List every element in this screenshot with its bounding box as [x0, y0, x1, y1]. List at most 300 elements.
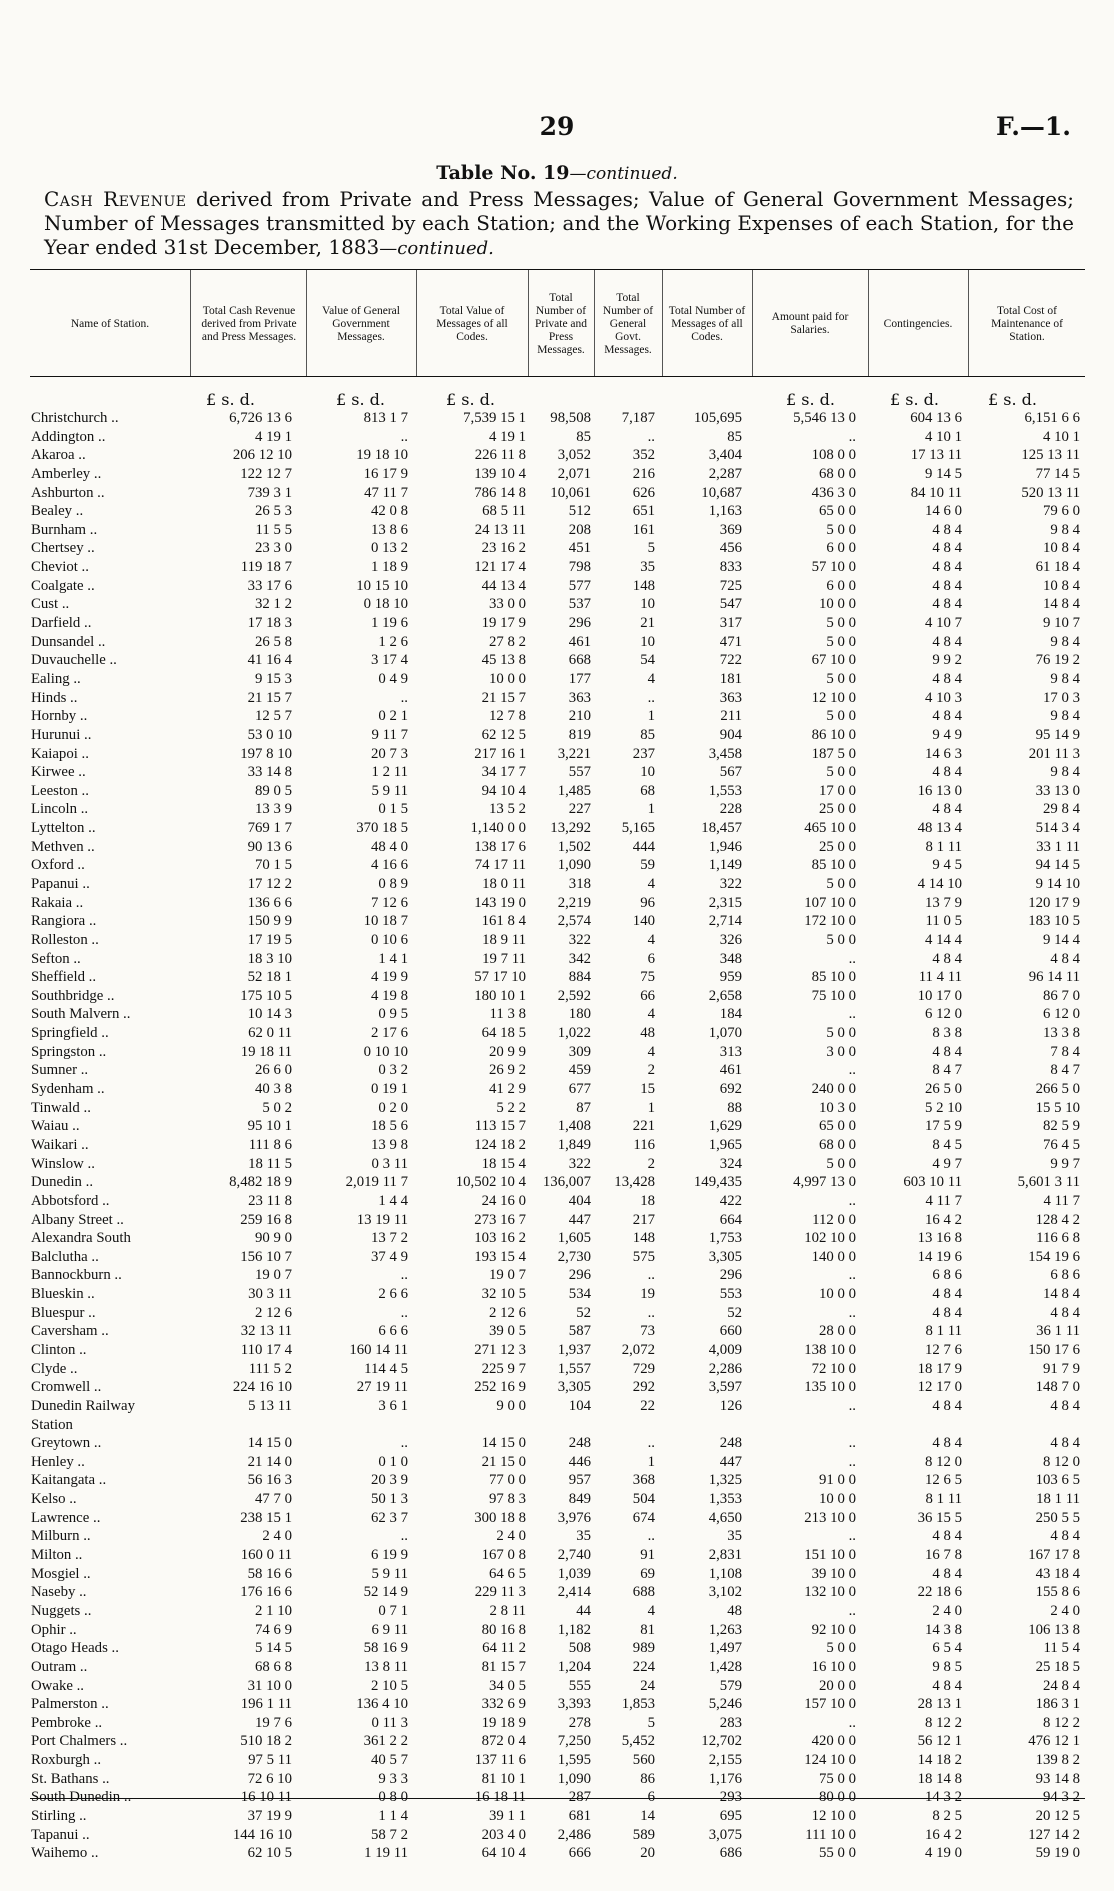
cell-govt-count: 216: [632, 465, 655, 482]
cell-private-count: 2,414: [557, 1584, 591, 1601]
cell-station-name: Lyttelton ..: [31, 820, 96, 837]
cell-contingencies: 18 14 8: [917, 1770, 962, 1787]
cell-private-count: 296: [568, 1267, 591, 1284]
cell-govt-count: ..: [647, 689, 655, 706]
cell-station-name: Owake ..: [31, 1677, 85, 1694]
cell-contingencies: 8 4 5: [932, 1136, 962, 1153]
cell-total-count: 1,497: [708, 1640, 742, 1657]
header-salaries: Amount paid for Salaries.: [771, 311, 849, 336]
cell-govt-value: 1 2 6: [378, 633, 408, 650]
cell-station-name: Greytown ..: [31, 1435, 102, 1452]
cell-total-count: 322: [719, 876, 742, 892]
cell-maintenance: 9 8 4: [1050, 521, 1080, 538]
cell-contingencies: 4 10 7: [925, 615, 962, 632]
cell-govt-value: 0 4 9: [378, 670, 408, 687]
cell-private-count: 3,976: [557, 1509, 591, 1526]
cell-private-count: 819: [568, 726, 591, 743]
cell-private-count: 35: [576, 1528, 591, 1545]
cell-salaries: 75 0 0: [819, 1770, 856, 1787]
cell-total-value: 229 11 3: [474, 1584, 526, 1601]
cell-maintenance: 4 8 4: [1050, 1397, 1080, 1414]
cell-total-value: 121 17 4: [474, 559, 526, 576]
cell-maintenance: 120 17 9: [1028, 894, 1080, 911]
cell-govt-count: 91: [640, 1547, 655, 1564]
cell-total-count: 461: [719, 1062, 742, 1079]
cell-maintenance: 514 3 4: [1035, 820, 1080, 837]
cell-salaries: 80 0 0: [819, 1789, 856, 1806]
cell-govt-value: 20 3 9: [371, 1472, 408, 1489]
cell-private-count: 537: [568, 596, 591, 613]
cell-maintenance: 4 8 4: [1050, 1304, 1080, 1321]
header-top-rule: [30, 269, 1085, 270]
cell-station-name: Springfield ..: [31, 1025, 109, 1042]
cell-contingencies: 26 5 0: [925, 1081, 962, 1098]
cell-total-count: 126: [719, 1397, 742, 1414]
table-title: Table No. 19—continued.: [436, 162, 678, 184]
cell-station-name: Mosgiel ..: [31, 1565, 91, 1582]
cell-govt-count: 224: [632, 1658, 655, 1675]
cell-govt-value: 4 16 6: [371, 857, 408, 874]
cell-cash-revenue: 95 10 1: [247, 1118, 292, 1135]
cell-total-count: 4,650: [708, 1509, 742, 1526]
cell-maintenance: 266 5 0: [1035, 1081, 1080, 1098]
cell-total-count: 1,753: [708, 1230, 742, 1247]
cell-station-name: Clyde ..: [31, 1360, 78, 1377]
cell-private-count: 322: [568, 1155, 591, 1172]
cell-private-count: 3,052: [557, 447, 591, 464]
cell-govt-value: 58 16 9: [363, 1640, 408, 1657]
cell-total-value: 5 2 2: [496, 1099, 526, 1116]
cell-salaries: ..: [848, 1192, 856, 1209]
cell-salaries: 85 10 0: [811, 857, 856, 874]
cell-contingencies: 4 8 4: [932, 540, 962, 557]
cell-maintenance: 76 4 5: [1043, 1136, 1080, 1153]
cell-station-name: Christchurch ..: [31, 410, 119, 426]
cell-govt-value: 114 4 5: [364, 1360, 408, 1377]
cell-total-count: 664: [719, 1211, 742, 1228]
table-row: [0, 1099, 1114, 1118]
cell-total-value: 18 15 4: [481, 1155, 526, 1172]
cell-cash-revenue: 110 17 4: [240, 1342, 292, 1358]
cell-salaries: ..: [848, 1304, 856, 1321]
cell-total-value: 34 17 7: [481, 764, 526, 781]
cell-private-count: 136,007: [542, 1174, 591, 1191]
cell-salaries: 17 0 0: [819, 782, 856, 799]
table-row: [0, 894, 1114, 913]
cell-salaries: 28 0 0: [819, 1323, 856, 1340]
cell-maintenance: 9 8 4: [1050, 633, 1080, 650]
unit-tot: £ s. d.: [988, 390, 1037, 409]
table-row: [0, 1714, 1114, 1733]
header-govt-value: Value of General Government Messages.: [322, 304, 400, 343]
cell-maintenance: 79 6 0: [1043, 503, 1080, 520]
table-row: [0, 931, 1114, 950]
cell-cash-revenue: 259 16 8: [240, 1211, 292, 1228]
header-bottom-rule: [30, 376, 1085, 377]
cell-cash-revenue: 119 18 7: [240, 559, 292, 576]
cell-private-count: 342: [568, 950, 591, 967]
cell-maintenance: 4 10 1: [1043, 428, 1080, 445]
cell-govt-count: 116: [633, 1136, 655, 1153]
cell-cash-revenue: 197 8 10: [240, 745, 292, 762]
cell-govt-value: 13 8 11: [364, 1658, 408, 1675]
cell-govt-count: 674: [632, 1509, 655, 1526]
cell-total-value: 45 13 8: [481, 652, 526, 669]
cell-total-value: 786 14 8: [474, 484, 526, 501]
cell-station-name: Winslow ..: [31, 1155, 95, 1172]
cell-cash-revenue: 10 14 3: [247, 1006, 292, 1023]
cell-station-name: Dunedin ..: [31, 1174, 94, 1191]
page-number: 29: [539, 112, 575, 141]
cell-total-value: 300 18 8: [474, 1509, 526, 1526]
cell-contingencies: 48 13 4: [917, 820, 962, 837]
table-row: [0, 1080, 1114, 1099]
cell-contingencies: 4 11 7: [925, 1192, 962, 1209]
cell-cash-revenue: 33 14 8: [247, 764, 292, 781]
cell-salaries: 240 0 0: [811, 1081, 856, 1098]
cell-private-count: 287: [568, 1789, 591, 1806]
cell-station-name: Outram ..: [31, 1658, 88, 1675]
table-row: [0, 409, 1114, 428]
cell-total-count: 1,176: [708, 1770, 742, 1787]
cell-maintenance: 9 14 10: [1035, 876, 1080, 892]
cell-contingencies: 5 2 10: [925, 1099, 962, 1116]
cell-salaries: 10 0 0: [819, 1491, 856, 1508]
cell-total-count: 3,102: [708, 1584, 742, 1601]
cell-govt-value: 62 3 7: [371, 1509, 408, 1526]
cell-govt-value: 0 9 5: [378, 1006, 408, 1023]
cell-total-value: 203 4 0: [481, 1826, 526, 1843]
cell-govt-count: 1: [647, 708, 655, 725]
cell-govt-value: 18 5 6: [371, 1118, 408, 1135]
cell-salaries: 140 0 0: [811, 1248, 856, 1265]
cell-total-count: 833: [719, 559, 742, 576]
cell-govt-count: 81: [640, 1621, 655, 1638]
cell-govt-count: 352: [632, 447, 655, 464]
cell-maintenance: 10 8 4: [1043, 577, 1080, 594]
cell-cash-revenue: 21 15 7: [247, 689, 292, 706]
cell-salaries: 5,546 13 0: [793, 410, 856, 426]
cell-contingencies: 56 12 1: [917, 1733, 962, 1750]
cell-contingencies: 9 14 5: [925, 465, 962, 482]
cell-cash-revenue: 17 19 5: [247, 931, 292, 948]
cell-salaries: ..: [848, 1062, 856, 1079]
table-row: [0, 1173, 1114, 1192]
cell-govt-count: 15: [640, 1081, 655, 1098]
cell-total-count: 369: [719, 521, 742, 538]
cell-private-count: 248: [568, 1435, 591, 1452]
cell-total-value: 39 0 5: [489, 1323, 526, 1340]
table-row: [0, 1527, 1114, 1546]
table-row: [0, 1583, 1114, 1602]
cell-contingencies: 4 8 4: [932, 1677, 962, 1694]
cell-salaries: ..: [848, 1714, 856, 1731]
cell-private-count: 85: [576, 428, 591, 445]
cell-total-value: 217 16 1: [474, 745, 526, 762]
cell-salaries: 5 0 0: [826, 670, 856, 687]
cell-total-count: 471: [719, 633, 742, 650]
table-row: [0, 1770, 1114, 1789]
cell-cash-revenue: 5 0 2: [262, 1099, 292, 1116]
cell-govt-value: 37 4 9: [371, 1248, 408, 1265]
cell-cash-revenue: 206 12 10: [232, 447, 292, 464]
cell-total-value: 19 17 9: [481, 615, 526, 632]
cell-private-count: 459: [568, 1062, 591, 1079]
unit-val: £ s. d.: [446, 390, 495, 409]
cell-govt-value: 1 1 4: [378, 1808, 408, 1824]
cell-private-count: 1,502: [557, 838, 591, 855]
cell-govt-value: 13 7 2: [371, 1230, 408, 1247]
cell-total-value: 24 16 0: [481, 1192, 526, 1209]
cell-contingencies: 14 6 3: [925, 745, 962, 762]
cell-total-count: 363: [719, 689, 742, 706]
cell-govt-count: 1: [647, 1099, 655, 1116]
cell-total-value: 27 8 2: [489, 633, 526, 650]
cell-govt-count: 54: [640, 652, 655, 669]
cell-maintenance: 9 9 7: [1050, 1155, 1080, 1172]
cell-cash-revenue: 70 1 5: [255, 857, 292, 874]
cell-contingencies: 4 8 4: [932, 1304, 962, 1321]
cell-station-name: Methven ..: [31, 838, 95, 855]
cell-total-count: 296: [719, 1267, 742, 1284]
cell-total-value: 143 19 0: [474, 894, 526, 911]
cell-cash-revenue: 18 3 10: [247, 950, 292, 967]
cell-private-count: 587: [568, 1323, 591, 1340]
cell-cash-revenue: 62 0 11: [248, 1025, 292, 1042]
cell-station-name: Sheffield ..: [31, 969, 97, 986]
cell-govt-value: ..: [400, 1528, 408, 1545]
cell-station-name: Dunedin Railway: [31, 1397, 135, 1414]
cell-private-count: 677: [568, 1081, 591, 1098]
cell-govt-value: 1 19 11: [364, 1845, 408, 1862]
cell-total-count: 348: [719, 950, 742, 967]
cell-govt-count: 161: [632, 521, 655, 538]
cell-total-count: 959: [719, 969, 742, 986]
cell-private-count: 404: [568, 1192, 591, 1209]
cell-total-count: 211: [720, 708, 742, 725]
cell-govt-count: 75: [640, 969, 655, 986]
cell-station-name: Clinton ..: [31, 1342, 87, 1358]
cell-govt-value: 4 19 9: [371, 969, 408, 986]
cell-cash-revenue: 176 16 6: [240, 1584, 292, 1601]
cell-station-name: Alexandra South: [31, 1230, 131, 1247]
cell-contingencies: 12 17 0: [917, 1379, 962, 1396]
cell-govt-count: 10: [640, 633, 655, 650]
cell-total-value: 39 1 1: [489, 1808, 526, 1824]
cell-total-value: 161 8 4: [481, 913, 526, 930]
cell-cash-revenue: 14 15 0: [247, 1435, 292, 1452]
cell-salaries: ..: [848, 428, 856, 445]
cell-cash-revenue: 2 4 0: [262, 1528, 292, 1545]
cell-total-count: 1,108: [708, 1565, 742, 1582]
cell-salaries: 10 0 0: [819, 596, 856, 613]
cell-maintenance: 148 7 0: [1035, 1379, 1080, 1396]
cell-salaries: 151 10 0: [804, 1547, 856, 1564]
table-row: [0, 1471, 1114, 1490]
cell-station-name: Akaroa ..: [31, 447, 86, 464]
cell-cash-revenue: 510 18 2: [240, 1733, 292, 1750]
cell-private-count: 10,061: [550, 484, 591, 501]
table-row: [0, 1416, 1114, 1435]
cell-salaries: 6 0 0: [826, 540, 856, 557]
cell-salaries: 12 10 0: [811, 1808, 856, 1824]
cell-station-name: Chertsey ..: [31, 540, 95, 557]
cell-govt-value: 1 2 11: [371, 764, 408, 781]
cell-govt-count: 140: [632, 913, 655, 930]
cell-total-value: 24 13 11: [474, 521, 526, 538]
table-row: [0, 633, 1114, 652]
cell-station-name: Port Chalmers ..: [31, 1733, 128, 1750]
cell-salaries: ..: [848, 1602, 856, 1619]
cell-maintenance: 116 6 8: [1036, 1230, 1080, 1247]
cell-private-count: 180: [568, 1006, 591, 1023]
cell-contingencies: 14 18 2: [917, 1752, 962, 1769]
cell-cash-revenue: 58 16 6: [247, 1565, 292, 1582]
cell-govt-value: 0 1 0: [378, 1453, 408, 1470]
cell-govt-count: 4: [647, 1043, 655, 1060]
cell-contingencies: 14 3 2: [925, 1789, 962, 1806]
cell-govt-count: 1: [647, 1453, 655, 1470]
cell-govt-count: ..: [647, 428, 655, 445]
cell-govt-count: 66: [640, 987, 655, 1004]
cell-total-count: 2,315: [708, 894, 742, 911]
table-row: [0, 1509, 1114, 1528]
table-row: [0, 689, 1114, 708]
table-row: [0, 800, 1114, 819]
cell-govt-value: 1 4 1: [378, 950, 408, 967]
table-row: [0, 1117, 1114, 1136]
cell-station-name: Leeston ..: [31, 782, 89, 799]
cell-private-count: 208: [568, 521, 591, 538]
cell-govt-value: 0 3 2: [378, 1062, 408, 1079]
cell-govt-count: 48: [640, 1025, 655, 1042]
cell-maintenance: 4 8 4: [1050, 1528, 1080, 1545]
cell-cash-revenue: 122 12 7: [240, 465, 292, 482]
cell-salaries: ..: [848, 1453, 856, 1470]
cell-maintenance: 520 13 11: [1021, 484, 1080, 501]
cell-private-count: 1,557: [557, 1360, 591, 1377]
table-row: [0, 1490, 1114, 1509]
cell-maintenance: 93 14 8: [1035, 1770, 1080, 1787]
cell-maintenance: 91 7 9: [1043, 1360, 1080, 1377]
cell-total-count: 1,070: [708, 1025, 742, 1042]
cell-station-name: Duvauchelle ..: [31, 652, 117, 669]
cell-cash-revenue: 26 6 0: [255, 1062, 292, 1079]
cell-private-count: 884: [568, 969, 591, 986]
cell-total-count: 12,702: [701, 1733, 742, 1750]
table-row: [0, 875, 1114, 894]
cell-total-count: 88: [727, 1099, 742, 1116]
cell-govt-value: 3 6 1: [378, 1397, 408, 1414]
cell-contingencies: 12 6 5: [925, 1472, 962, 1489]
cell-salaries: 187 5 0: [811, 745, 856, 762]
cell-cash-revenue: 52 18 1: [247, 969, 292, 986]
cell-maintenance: 9 10 7: [1043, 615, 1080, 632]
cell-total-count: 48: [727, 1602, 742, 1619]
cell-govt-value: 13 8 6: [371, 521, 408, 538]
cell-maintenance: 33 13 0: [1035, 782, 1080, 799]
cell-total-value: 64 6 5: [489, 1565, 526, 1582]
cell-govt-value: 0 2 0: [378, 1099, 408, 1116]
table-row: [0, 465, 1114, 484]
cell-contingencies: 4 8 4: [932, 670, 962, 687]
cell-private-count: 446: [568, 1453, 591, 1470]
cell-contingencies: 8 12 2: [925, 1714, 962, 1731]
cell-govt-count: 2: [647, 1155, 655, 1172]
cell-total-count: 181: [719, 670, 742, 687]
cell-total-value: 64 18 5: [481, 1025, 526, 1042]
cell-govt-value: 9 3 3: [378, 1770, 408, 1787]
cell-govt-value: 0 10 10: [363, 1043, 408, 1060]
cell-station-name: Balclutha ..: [31, 1248, 99, 1265]
cell-govt-count: 14: [640, 1808, 655, 1824]
cell-govt-count: 6: [647, 1789, 655, 1806]
cell-total-count: 5,246: [708, 1696, 742, 1713]
cell-salaries: 5 0 0: [826, 633, 856, 650]
cell-contingencies: 8 12 0: [925, 1453, 962, 1470]
cell-contingencies: 4 19 0: [925, 1845, 962, 1862]
column-divider: [306, 270, 307, 376]
cell-total-value: 4 19 1: [489, 428, 526, 445]
cell-maintenance: 4 11 7: [1043, 1192, 1080, 1209]
unit-cont: £ s. d.: [890, 390, 939, 409]
column-divider: [662, 270, 663, 376]
cell-govt-count: 560: [632, 1752, 655, 1769]
cell-total-value: 16 18 11: [474, 1789, 526, 1806]
cell-govt-count: 73: [640, 1323, 655, 1340]
cell-cash-revenue: 8,482 18 9: [229, 1174, 292, 1191]
cell-total-value: 226 11 8: [474, 447, 526, 464]
cell-station-name: Sydenham ..: [31, 1081, 105, 1098]
cell-private-count: 1,595: [557, 1752, 591, 1769]
cell-total-count: 660: [719, 1323, 742, 1340]
cell-contingencies: 604 13 6: [910, 410, 962, 426]
cell-cash-revenue: 156 10 7: [240, 1248, 292, 1265]
cell-total-count: 1,353: [708, 1491, 742, 1508]
table-row: [0, 1155, 1114, 1174]
cell-maintenance: 127 14 2: [1028, 1826, 1080, 1843]
cell-salaries: 5 0 0: [826, 1025, 856, 1042]
cell-total-value: 14 15 0: [481, 1435, 526, 1452]
cell-station-name: Albany Street ..: [31, 1211, 124, 1228]
cell-private-count: 3,393: [557, 1696, 591, 1713]
cell-contingencies: 14 3 8: [925, 1621, 962, 1638]
cell-total-value: 18 9 11: [482, 931, 526, 948]
cell-station-name: Springston ..: [31, 1043, 107, 1060]
cell-total-value: 2 4 0: [496, 1528, 526, 1545]
cell-salaries: 124 10 0: [804, 1752, 856, 1769]
cell-maintenance: 103 6 5: [1035, 1472, 1080, 1489]
cell-total-value: 80 16 8: [481, 1621, 526, 1638]
cell-private-count: 508: [568, 1640, 591, 1657]
cell-maintenance: 9 8 4: [1050, 708, 1080, 725]
cell-total-count: 695: [719, 1808, 742, 1824]
cell-total-value: 57 17 10: [474, 969, 526, 986]
cell-govt-value: 48 4 0: [371, 838, 408, 855]
cell-total-value: 19 18 9: [481, 1714, 526, 1731]
cell-contingencies: 4 8 4: [932, 559, 962, 576]
cell-govt-value: 16 17 9: [363, 465, 408, 482]
cell-total-value: 103 16 2: [474, 1230, 526, 1247]
cell-total-value: 7,539 15 1: [463, 410, 526, 426]
cell-salaries: 112 0 0: [812, 1211, 856, 1228]
table-row: [0, 595, 1114, 614]
cell-govt-count: 22: [640, 1397, 655, 1414]
cell-maintenance: 13 3 8: [1043, 1025, 1080, 1042]
cell-govt-value: 361 2 2: [363, 1733, 408, 1750]
cell-total-value: 23 16 2: [481, 540, 526, 557]
cell-private-count: 557: [568, 764, 591, 781]
